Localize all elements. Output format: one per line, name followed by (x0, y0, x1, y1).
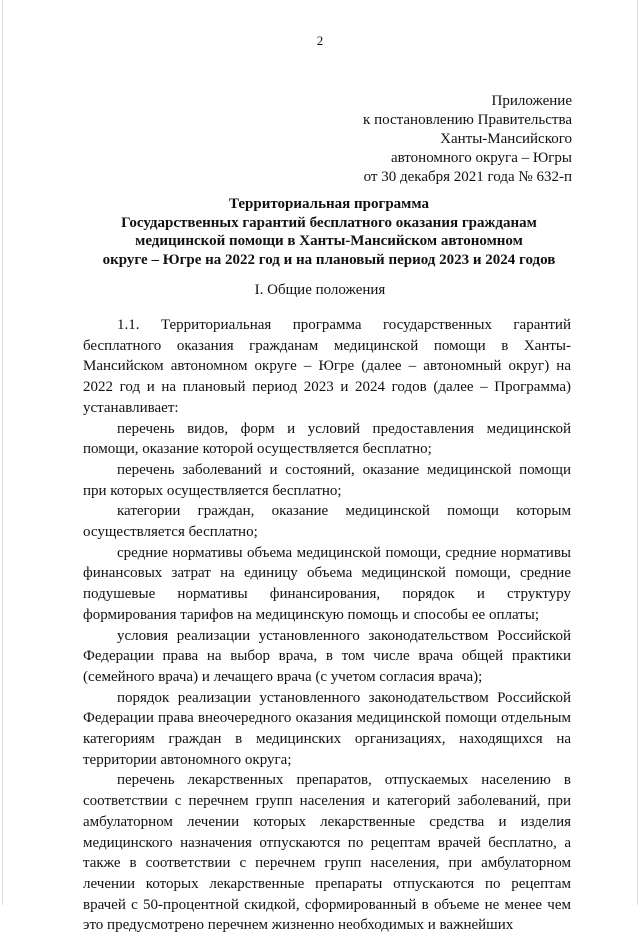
title-line: округе – Югре на 2022 год и на плановый период 2023 и 2024 годов (102, 251, 556, 268)
appendix-line: Ханты-Мансийского (440, 131, 572, 147)
appendix-line: автономного округа – Югры (390, 150, 572, 166)
paragraph: перечень заболеваний и состояний, оказание медицинской помощи при которых осуществляется бесплатно; (83, 461, 571, 499)
section-heading: I. Общие положения (254, 282, 386, 298)
paragraph: 1.1. Территориальная программа государственных гарантий бесплатного оказания гражданам медицинской помощи в Ханты-Мансийском автономном округе – Югре (далее – автономный округ) на 2022 год и на плановый период 2023 и 2024 годов (далее – Программа) устанавливает: (83, 317, 571, 416)
paragraph: средние нормативы объема медицинской помощи, средние нормативы финансовых затрат на единицу объема медицинской помощи, средние подушевые нормативы финансирования, порядок и структуру формирования тарифов на медицинскую помощь и способы ее оплаты; (83, 544, 571, 623)
page-edge-left (2, 0, 3, 905)
appendix-block (363, 92, 572, 187)
body-text (83, 315, 571, 936)
paragraph: порядок реализации установленного законодательством Российской Федерации права внеочередного оказания медицинской помощи отдельным категориям граждан в медицинских организациях, находящихся на территории автономного округа; (83, 689, 571, 768)
title-line: Территориальная программа (228, 196, 430, 212)
page-edge-right (637, 0, 638, 905)
document-title (90, 195, 568, 269)
appendix-line: к постановлению Правительства (363, 112, 572, 128)
title-line: медицинской помощи в Ханты-Мансийском автономном (135, 233, 523, 249)
title-line: Государственных гарантий бесплатного оказания гражданам (121, 214, 537, 231)
paragraph: условия реализации установленного законодательством Российской Федерации права на выбор врача, в том числе врача общей практики (семейного врача) и лечащего врача (с учетом согласия врача); (83, 627, 571, 685)
page-number: 2 (316, 33, 324, 48)
paragraph: категории граждан, оказание медицинской помощи которым осуществляется бесплатно; (83, 503, 571, 541)
appendix-line: от 30 декабря 2021 года № 632-п (363, 169, 572, 185)
appendix-line: Приложение (491, 93, 572, 109)
paragraph: перечень лекарственных препаратов, отпускаемых населению в соответствии с перечнем групп населения и категорий заболеваний, при амбулаторном лечении которых лекарственные средства и изделия медицинского назначения отпускаются по рецептам врачей бесплатно, а также в соответствии с перечнем групп населения, при амбулаторном лечении которых лекарственные препараты отпускаются по рецептам врачей с 50-процентной скидкой, сформированный в объеме не менее чем это предусмотрено перечнем жизненно необходимых и важнейших (83, 772, 571, 934)
paragraph: перечень видов, форм и условий предоставления медицинской помощи, оказание которой осуществляется бесплатно; (83, 420, 571, 458)
